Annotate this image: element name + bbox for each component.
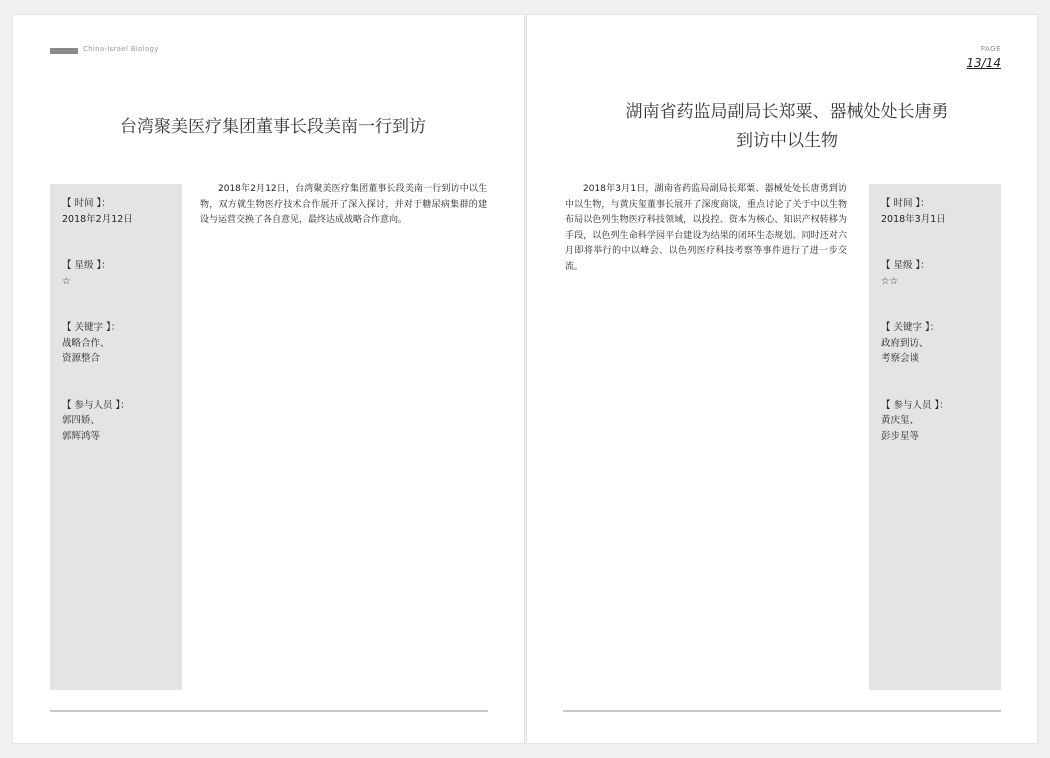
right-page xyxy=(526,14,1038,744)
brand-bar xyxy=(50,48,78,54)
meta-time xyxy=(881,196,1001,227)
star-rating: ☆ xyxy=(62,275,71,287)
meta-time-label: 【 时间 】： xyxy=(62,198,111,209)
page-label: PAGE xyxy=(980,45,1001,53)
brand-text: China-Israel Biology xyxy=(83,45,159,53)
article-title-line1: 湖南省药监局副局长郑粟、器械处处长唐勇 xyxy=(625,102,949,122)
left-page xyxy=(12,14,525,744)
meta-participants-value: 郭四娇、 郭辉鸿等 xyxy=(62,415,101,442)
meta-stars-label: 【 星级 】： xyxy=(881,260,930,271)
page-number: 13/14 xyxy=(966,56,1001,70)
meta-sidebar xyxy=(869,184,1001,690)
meta-stars xyxy=(62,258,182,289)
article-title: 台湾聚美医疗集团董事长段美南一行到访 xyxy=(120,117,426,137)
meta-participants xyxy=(62,398,182,445)
meta-keywords-value: 政府到访、 考察会谈 xyxy=(881,337,929,364)
article-body: 2018年3月1日，湖南省药监局副局长郑粟、器械处处长唐勇到访中以生物，与黄庆玺董事长展开了深度商谈，重点讨论了关于中以生物布局以色列生物医疗科技领域，以投控、资本为核心、知识产权转移为手段，以色列生命科学园平台建设为结果的闭环生态规划。同时还对六月即将举行的中以峰会、以色列医疗科技考察等事件进行了进一步交流。 xyxy=(565,184,847,272)
footer-divider xyxy=(563,710,1001,712)
star-rating: ☆☆ xyxy=(881,275,899,287)
meta-time-label: 【 时间 】： xyxy=(881,198,930,209)
article-title xyxy=(557,98,1017,156)
meta-keywords-label: 【 关键字 】： xyxy=(881,322,940,333)
article-title-line2: 到访中以生物 xyxy=(736,131,838,151)
meta-participants-label: 【 参与人员 】： xyxy=(62,399,130,411)
meta-keywords xyxy=(881,320,1001,367)
meta-keywords xyxy=(62,320,182,367)
meta-time-value: 2018年3月1日 xyxy=(881,213,946,225)
meta-sidebar xyxy=(50,184,182,690)
article-body: 2018年2月12日，台湾聚美医疗集团董事长段美南一行到访中以生物，双方就生物医疗技术合作展开了深入探讨，并对于糖尿病集群的建设与运营交换了各自意见，最终达成战略合作意向。 xyxy=(200,184,487,225)
meta-stars-label: 【 星级 】： xyxy=(62,260,111,271)
meta-participants-value: 黄庆玺、 彭步星等 xyxy=(881,415,920,442)
meta-participants xyxy=(881,398,1001,445)
meta-keywords-value: 战略合作、 资源整合 xyxy=(62,337,110,364)
meta-keywords-label: 【 关键字 】： xyxy=(62,322,121,333)
meta-stars xyxy=(881,258,1001,289)
meta-time xyxy=(62,196,182,227)
meta-time-value: 2018年2月12日 xyxy=(62,213,133,225)
meta-participants-label: 【 参与人员 】： xyxy=(881,399,949,411)
footer-divider xyxy=(50,710,488,712)
